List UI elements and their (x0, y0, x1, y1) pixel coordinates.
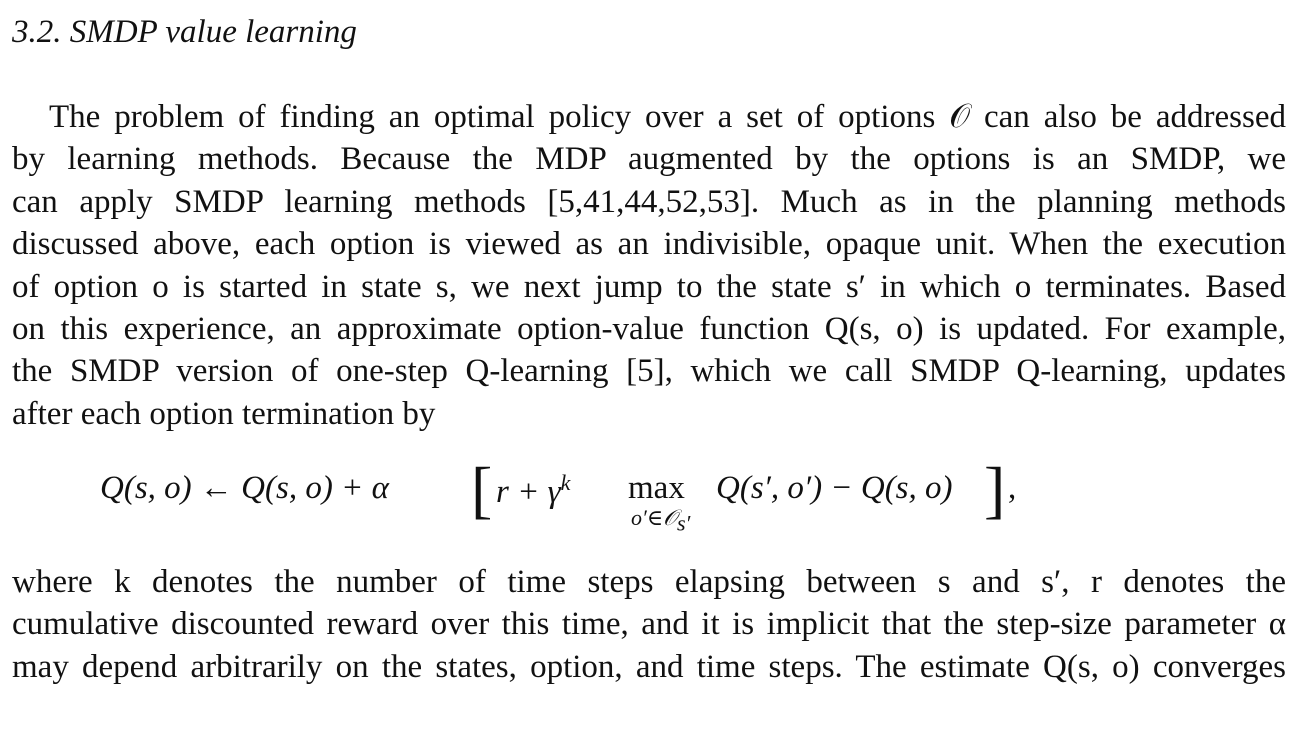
equation-right-term: Q(s′, o′) − Q(s, o) (716, 470, 953, 506)
equation-reward-text: r + γ (496, 474, 561, 510)
paragraph-equation-explanation (12, 561, 1286, 688)
paragraph-line: may depend arbitrarily on the states, option, and time steps. The estimate Q(s, o) converges (12, 648, 1286, 685)
equation-reward-term (496, 470, 570, 511)
paragraph-line: of option o is started in state s, we next jump to the state s′ in which o terminates. Based (12, 268, 1286, 305)
equation-open-bracket: [ (471, 454, 493, 525)
equation-trailing-comma: , (1008, 470, 1017, 506)
paragraph-line: discussed above, each option is viewed as an indivisible, opaque unit. When the execution (12, 226, 1286, 263)
equation-close-bracket: ] (984, 454, 1006, 525)
paragraph-line: on this experience, an approximate option-value function Q(s, o) is updated. For example, (12, 310, 1286, 347)
paragraph-line: cumulative discounted reward over this time, and it is implicit that the step-size parameter α (12, 606, 1286, 643)
section-heading: 3.2. SMDP value learning (12, 14, 357, 50)
equation-max-subscript (631, 505, 690, 536)
equation-max-subscript-text: o′∈𝒪 (631, 505, 677, 530)
paragraph-line: where k denotes the number of time steps elapsing between s and s′, r denotes the (12, 564, 1286, 600)
paragraph-line: after each option termination by (12, 395, 436, 432)
paragraph-line: The problem of finding an optimal policy over a set of options 𝒪 can also be addressed (49, 99, 1286, 135)
equation-discount-exponent: k (560, 470, 571, 495)
paragraph-line: by learning methods. Because the MDP augmented by the options is an SMDP, we (12, 141, 1286, 178)
paragraph-line: the SMDP version of one-step Q-learning [5], which we call SMDP Q-learning, updates (12, 353, 1286, 390)
smdp-q-learning-equation (100, 454, 1017, 545)
paragraph-line: can apply SMDP learning methods [5,41,44,52,53]. Much as in the planning methods (12, 183, 1286, 220)
equation-left-side: Q(s, o) ← Q(s, o) + α (100, 470, 389, 506)
equation-max-subscript-sub: s′ (676, 510, 691, 536)
paragraph-options-learning (12, 96, 1286, 435)
equation-max-operator: max (628, 470, 685, 506)
